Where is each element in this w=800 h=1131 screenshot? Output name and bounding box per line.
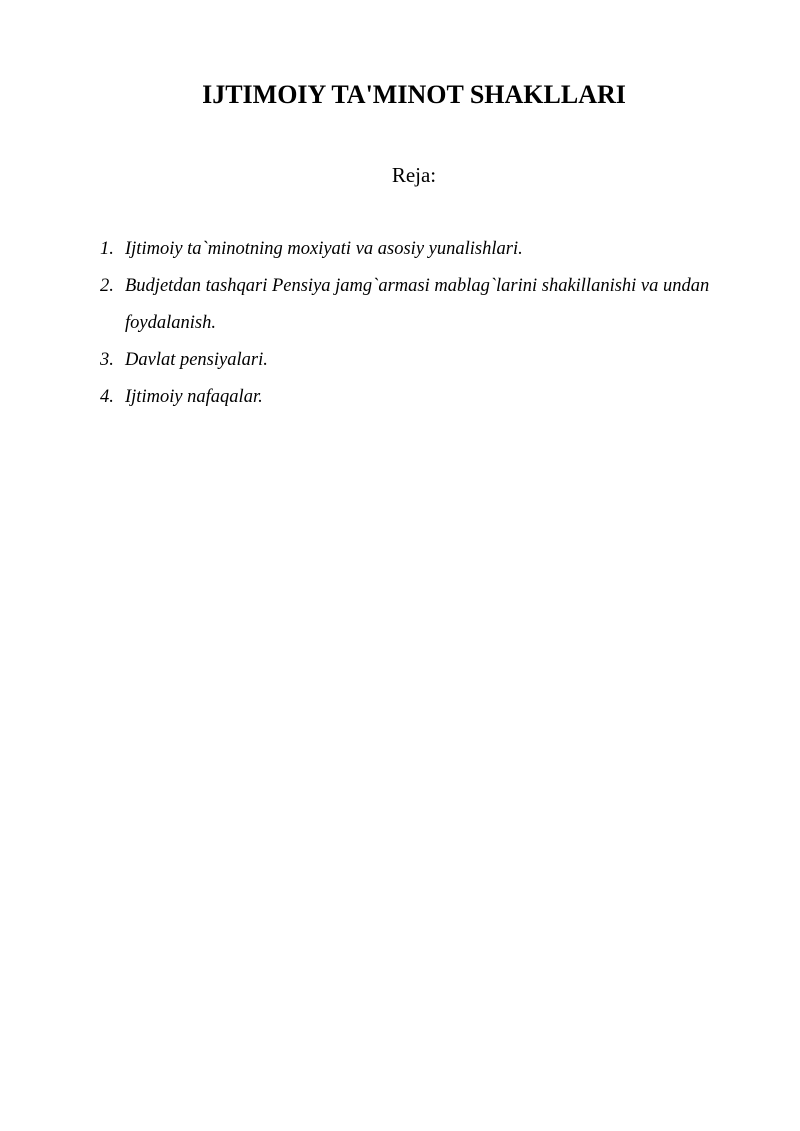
list-item-number: 4. bbox=[100, 387, 114, 407]
list-item-text: Davlat pensiyalari. bbox=[125, 350, 268, 370]
list-item-text: Ijtimoiy ta`minotning moxiyati va asosiy yunalishlari. bbox=[125, 239, 523, 259]
list-item bbox=[100, 231, 740, 268]
list-item-number: 2. bbox=[100, 276, 114, 296]
list-item-text: Budjetdan tashqari Pensiya jamg`armasi mablag`larini shakillanishi va undan foydalanish. bbox=[125, 276, 710, 333]
plan-list bbox=[100, 231, 740, 416]
list-item-number: 1. bbox=[100, 239, 114, 259]
list-item-number: 3. bbox=[100, 350, 114, 370]
plan-heading: Reja: bbox=[391, 163, 437, 187]
page-title: IJTIMOIY TA'MINOT SHAKLLARI bbox=[202, 80, 626, 109]
list-item-text: Ijtimoiy nafaqalar. bbox=[125, 387, 263, 407]
list-item bbox=[100, 379, 740, 416]
list-item bbox=[100, 268, 740, 342]
list-item bbox=[100, 342, 740, 379]
